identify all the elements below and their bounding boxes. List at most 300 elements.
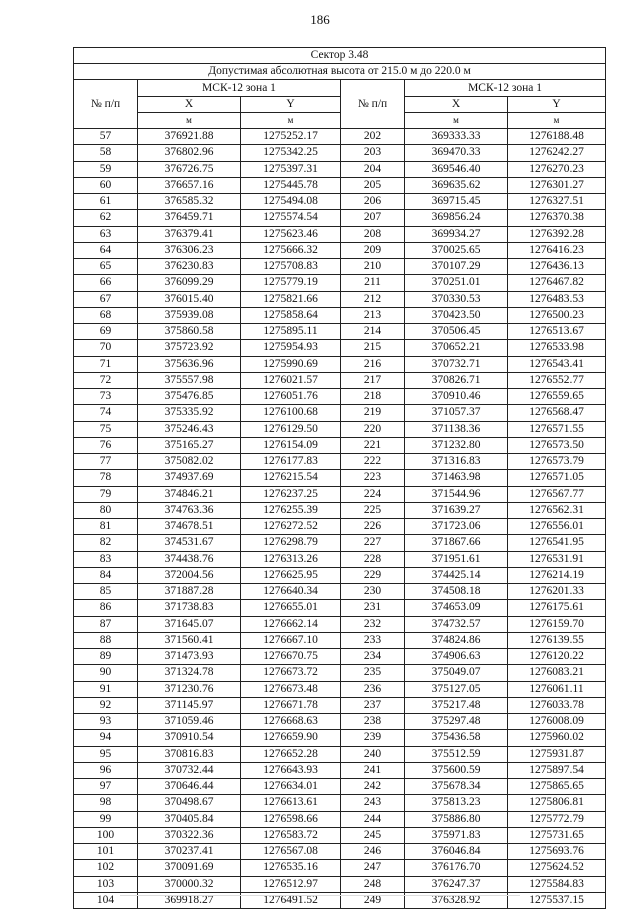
y-value-left: 1276255.39 <box>241 502 341 518</box>
point-number-right: 242 <box>341 779 405 795</box>
point-number-right: 248 <box>341 876 405 892</box>
y-value-left: 1276051.76 <box>241 389 341 405</box>
table-row <box>74 697 606 713</box>
table-row <box>74 535 606 551</box>
point-number-right: 203 <box>341 145 405 161</box>
table-row <box>74 259 606 275</box>
x-value-right: 375886.80 <box>405 811 508 827</box>
x-value-right: 375436.58 <box>405 730 508 746</box>
point-number-left: 85 <box>74 584 138 600</box>
table-row <box>74 291 606 307</box>
x-value-left: 376585.32 <box>138 194 241 210</box>
point-number-right: 236 <box>341 681 405 697</box>
x-value-left: 371560.41 <box>138 632 241 648</box>
y-value-left: 1275623.46 <box>241 226 341 242</box>
y-value-right: 1276571.55 <box>508 421 606 437</box>
y-value-right: 1275731.65 <box>508 827 606 843</box>
x-value-left: 375939.08 <box>138 307 241 323</box>
table-row <box>74 340 606 356</box>
x-value-left: 375860.58 <box>138 324 241 340</box>
table-row <box>74 470 606 486</box>
x-value-right: 371316.83 <box>405 454 508 470</box>
point-number-right: 222 <box>341 454 405 470</box>
point-number-right: 230 <box>341 584 405 600</box>
num-header-left: № п/п <box>74 80 138 129</box>
point-number-right: 240 <box>341 746 405 762</box>
x-value-right: 375512.59 <box>405 746 508 762</box>
x-value-right: 374653.09 <box>405 600 508 616</box>
x-value-left: 374846.21 <box>138 486 241 502</box>
y-value-left: 1276643.93 <box>241 762 341 778</box>
point-number-left: 68 <box>74 307 138 323</box>
x-value-left: 376921.88 <box>138 129 241 145</box>
y-value-left: 1276129.50 <box>241 421 341 437</box>
x-value-right: 374824.86 <box>405 632 508 648</box>
y-value-left: 1275990.69 <box>241 356 341 372</box>
x-value-right: 371544.96 <box>405 486 508 502</box>
x-value-left: 375335.92 <box>138 405 241 421</box>
x-value-left: 376099.29 <box>138 275 241 291</box>
x-value-right: 375127.05 <box>405 681 508 697</box>
point-number-left: 61 <box>74 194 138 210</box>
x-value-left: 371145.97 <box>138 697 241 713</box>
y-value-left: 1276634.01 <box>241 779 341 795</box>
point-number-right: 204 <box>341 161 405 177</box>
y-value-left: 1275666.32 <box>241 242 341 258</box>
x-value-right: 371057.37 <box>405 405 508 421</box>
table-row <box>74 746 606 762</box>
x-value-right: 370423.50 <box>405 307 508 323</box>
point-number-left: 66 <box>74 275 138 291</box>
y-value-left: 1276671.78 <box>241 697 341 713</box>
page-number: 186 <box>310 12 330 27</box>
y-value-left: 1276668.63 <box>241 714 341 730</box>
y-value-left: 1275954.93 <box>241 340 341 356</box>
point-number-left: 65 <box>74 259 138 275</box>
y-value-left: 1275494.08 <box>241 194 341 210</box>
x-value-right: 375813.23 <box>405 795 508 811</box>
point-number-right: 241 <box>341 762 405 778</box>
x-value-right: 375217.48 <box>405 697 508 713</box>
table-row <box>74 584 606 600</box>
x-value-left: 369918.27 <box>138 892 241 908</box>
bottom-rule <box>120 895 520 896</box>
y-value-left: 1276652.28 <box>241 746 341 762</box>
unit-y-left: м <box>241 113 341 129</box>
y-value-right: 1276568.47 <box>508 405 606 421</box>
point-number-right: 227 <box>341 535 405 551</box>
point-number-left: 82 <box>74 535 138 551</box>
point-number-left: 97 <box>74 779 138 795</box>
y-value-right: 1276327.51 <box>508 194 606 210</box>
x-value-right: 369715.45 <box>405 194 508 210</box>
x-value-left: 371230.76 <box>138 681 241 697</box>
x-value-left: 370732.44 <box>138 762 241 778</box>
y-value-right: 1276573.79 <box>508 454 606 470</box>
table-row <box>74 681 606 697</box>
point-number-right: 221 <box>341 437 405 453</box>
num-header-right: № п/п <box>341 80 405 129</box>
point-number-right: 245 <box>341 827 405 843</box>
x-value-left: 374763.36 <box>138 502 241 518</box>
x-value-left: 371324.78 <box>138 665 241 681</box>
point-number-right: 213 <box>341 307 405 323</box>
y-value-right: 1275865.65 <box>508 779 606 795</box>
table-row <box>74 275 606 291</box>
point-number-left: 91 <box>74 681 138 697</box>
y-value-right: 1275931.87 <box>508 746 606 762</box>
y-value-left: 1276662.14 <box>241 616 341 632</box>
x-value-left: 371059.46 <box>138 714 241 730</box>
x-value-right: 374732.57 <box>405 616 508 632</box>
point-number-right: 237 <box>341 697 405 713</box>
point-number-right: 247 <box>341 860 405 876</box>
x-value-right: 370330.53 <box>405 291 508 307</box>
x-value-left: 370405.84 <box>138 811 241 827</box>
y-value-right: 1275693.76 <box>508 844 606 860</box>
point-number-right: 209 <box>341 242 405 258</box>
zone-header-left: МСК-12 зона 1 <box>138 80 341 97</box>
x-value-left: 370091.69 <box>138 860 241 876</box>
x-value-right: 376328.92 <box>405 892 508 908</box>
point-number-right: 232 <box>341 616 405 632</box>
table-row <box>74 129 606 145</box>
y-value-left: 1276215.54 <box>241 470 341 486</box>
y-value-left: 1276667.10 <box>241 632 341 648</box>
x-value-left: 372004.56 <box>138 567 241 583</box>
x-value-left: 370498.67 <box>138 795 241 811</box>
point-number-left: 89 <box>74 649 138 665</box>
x-value-right: 369333.33 <box>405 129 508 145</box>
table-row <box>74 551 606 567</box>
point-number-right: 216 <box>341 356 405 372</box>
point-number-right: 220 <box>341 421 405 437</box>
y-value-right: 1275806.81 <box>508 795 606 811</box>
point-number-left: 67 <box>74 291 138 307</box>
table-row <box>74 307 606 323</box>
y-value-right: 1276533.98 <box>508 340 606 356</box>
x-value-left: 374937.69 <box>138 470 241 486</box>
point-number-left: 59 <box>74 161 138 177</box>
y-value-right: 1276567.77 <box>508 486 606 502</box>
unit-x-right: м <box>405 113 508 129</box>
x-value-right: 374508.18 <box>405 584 508 600</box>
point-number-right: 231 <box>341 600 405 616</box>
point-number-left: 75 <box>74 421 138 437</box>
point-number-right: 229 <box>341 567 405 583</box>
y-value-right: 1276541.95 <box>508 535 606 551</box>
x-value-left: 370000.32 <box>138 876 241 892</box>
table-row <box>74 486 606 502</box>
x-value-left: 376379.41 <box>138 226 241 242</box>
point-number-left: 92 <box>74 697 138 713</box>
table-row <box>74 405 606 421</box>
x-value-right: 371463.98 <box>405 470 508 486</box>
y-value-left: 1276512.97 <box>241 876 341 892</box>
x-value-right: 376247.37 <box>405 876 508 892</box>
x-value-right: 370025.65 <box>405 242 508 258</box>
x-value-right: 370251.01 <box>405 275 508 291</box>
y-value-right: 1275584.83 <box>508 876 606 892</box>
x-value-right: 370910.46 <box>405 389 508 405</box>
y-value-right: 1276531.91 <box>508 551 606 567</box>
y-value-right: 1276436.13 <box>508 259 606 275</box>
table-row <box>74 372 606 388</box>
point-number-right: 234 <box>341 649 405 665</box>
y-value-right: 1276392.28 <box>508 226 606 242</box>
y-value-right: 1276159.70 <box>508 616 606 632</box>
table-row <box>74 827 606 843</box>
x-value-left: 375636.96 <box>138 356 241 372</box>
x-value-right: 370826.71 <box>405 372 508 388</box>
y-value-right: 1276188.48 <box>508 129 606 145</box>
point-number-right: 225 <box>341 502 405 518</box>
point-number-right: 205 <box>341 177 405 193</box>
point-number-left: 103 <box>74 876 138 892</box>
point-number-left: 100 <box>74 827 138 843</box>
point-number-left: 60 <box>74 177 138 193</box>
point-number-left: 83 <box>74 551 138 567</box>
point-number-right: 243 <box>341 795 405 811</box>
x-value-right: 371723.06 <box>405 519 508 535</box>
x-value-right: 376046.84 <box>405 844 508 860</box>
x-value-left: 376230.83 <box>138 259 241 275</box>
x-value-right: 371951.61 <box>405 551 508 567</box>
y-value-right: 1276214.19 <box>508 567 606 583</box>
y-value-right: 1276543.41 <box>508 356 606 372</box>
y-value-left: 1275445.78 <box>241 177 341 193</box>
point-number-left: 63 <box>74 226 138 242</box>
x-value-left: 375165.27 <box>138 437 241 453</box>
x-value-left: 375723.92 <box>138 340 241 356</box>
y-value-right: 1276120.22 <box>508 649 606 665</box>
point-number-right: 217 <box>341 372 405 388</box>
y-value-right: 1276139.55 <box>508 632 606 648</box>
table-row <box>74 389 606 405</box>
x-value-left: 375476.85 <box>138 389 241 405</box>
y-value-left: 1276491.52 <box>241 892 341 908</box>
x-value-left: 371645.07 <box>138 616 241 632</box>
table-row <box>74 632 606 648</box>
y-value-left: 1275708.83 <box>241 259 341 275</box>
point-number-left: 80 <box>74 502 138 518</box>
x-value-right: 371138.36 <box>405 421 508 437</box>
y-value-right: 1276301.27 <box>508 177 606 193</box>
y-value-right: 1276573.50 <box>508 437 606 453</box>
x-value-right: 375678.34 <box>405 779 508 795</box>
y-value-right: 1276571.05 <box>508 470 606 486</box>
y-value-right: 1276008.09 <box>508 714 606 730</box>
y-value-right: 1276483.53 <box>508 291 606 307</box>
point-number-right: 202 <box>341 129 405 145</box>
y-value-right: 1276175.61 <box>508 600 606 616</box>
point-number-left: 86 <box>74 600 138 616</box>
x-value-right: 369934.27 <box>405 226 508 242</box>
x-value-left: 376802.96 <box>138 145 241 161</box>
x-value-left: 370816.83 <box>138 746 241 762</box>
table-row <box>74 567 606 583</box>
y-value-right: 1276562.31 <box>508 502 606 518</box>
table-row <box>74 876 606 892</box>
table-row <box>74 665 606 681</box>
y-value-right: 1276061.11 <box>508 681 606 697</box>
unit-x-left: м <box>138 113 241 129</box>
point-number-left: 79 <box>74 486 138 502</box>
point-number-left: 81 <box>74 519 138 535</box>
sector-title: Сектор 3.48 <box>74 48 606 64</box>
table-row <box>74 730 606 746</box>
table-row <box>74 649 606 665</box>
x-value-left: 375557.98 <box>138 372 241 388</box>
x-value-right: 375971.83 <box>405 827 508 843</box>
y-value-right: 1275772.79 <box>508 811 606 827</box>
x-value-left: 370646.44 <box>138 779 241 795</box>
x-value-right: 369470.33 <box>405 145 508 161</box>
x-value-right: 375600.59 <box>405 762 508 778</box>
y-value-right: 1275537.15 <box>508 892 606 908</box>
y-value-right: 1276201.33 <box>508 584 606 600</box>
table-row <box>74 226 606 242</box>
y-value-right: 1276467.82 <box>508 275 606 291</box>
table-row <box>74 860 606 876</box>
table-row <box>74 795 606 811</box>
x-value-left: 370322.36 <box>138 827 241 843</box>
y-value-right: 1276033.78 <box>508 697 606 713</box>
table-row <box>74 421 606 437</box>
y-value-right: 1276242.27 <box>508 145 606 161</box>
y-value-left: 1275821.66 <box>241 291 341 307</box>
point-number-right: 249 <box>341 892 405 908</box>
x-value-left: 374678.51 <box>138 519 241 535</box>
table-row <box>74 145 606 161</box>
x-value-left: 376306.23 <box>138 242 241 258</box>
x-header-left: X <box>138 97 241 113</box>
y-value-left: 1276177.83 <box>241 454 341 470</box>
unit-y-right: м <box>508 113 606 129</box>
x-value-right: 369635.62 <box>405 177 508 193</box>
y-value-left: 1276583.72 <box>241 827 341 843</box>
x-value-right: 375297.48 <box>405 714 508 730</box>
point-number-right: 218 <box>341 389 405 405</box>
point-number-right: 228 <box>341 551 405 567</box>
x-value-right: 370652.21 <box>405 340 508 356</box>
point-number-right: 212 <box>341 291 405 307</box>
point-number-left: 73 <box>74 389 138 405</box>
y-value-left: 1276673.48 <box>241 681 341 697</box>
point-number-right: 235 <box>341 665 405 681</box>
point-number-left: 95 <box>74 746 138 762</box>
point-number-left: 69 <box>74 324 138 340</box>
point-number-right: 223 <box>341 470 405 486</box>
table-row <box>74 762 606 778</box>
y-value-left: 1276613.61 <box>241 795 341 811</box>
point-number-left: 93 <box>74 714 138 730</box>
point-number-right: 219 <box>341 405 405 421</box>
y-value-right: 1276370.38 <box>508 210 606 226</box>
table-row <box>74 242 606 258</box>
y-value-left: 1275858.64 <box>241 307 341 323</box>
point-number-right: 238 <box>341 714 405 730</box>
table-row <box>74 779 606 795</box>
point-number-left: 84 <box>74 567 138 583</box>
table-row <box>74 454 606 470</box>
point-number-right: 215 <box>341 340 405 356</box>
point-number-right: 207 <box>341 210 405 226</box>
x-value-left: 375246.43 <box>138 421 241 437</box>
y-value-left: 1276673.72 <box>241 665 341 681</box>
point-number-left: 71 <box>74 356 138 372</box>
x-value-left: 374531.67 <box>138 535 241 551</box>
y-value-left: 1276272.52 <box>241 519 341 535</box>
height-range-title: Допустимая абсолютная высота от 215.0 м до 220.0 м <box>74 64 606 80</box>
point-number-right: 244 <box>341 811 405 827</box>
y-value-left: 1275397.31 <box>241 161 341 177</box>
table-row <box>74 194 606 210</box>
point-number-left: 76 <box>74 437 138 453</box>
y-value-right: 1276556.01 <box>508 519 606 535</box>
y-value-left: 1276313.26 <box>241 551 341 567</box>
point-number-left: 96 <box>74 762 138 778</box>
y-value-left: 1276298.79 <box>241 535 341 551</box>
point-number-right: 233 <box>341 632 405 648</box>
table-row <box>74 324 606 340</box>
y-value-right: 1275960.02 <box>508 730 606 746</box>
x-value-left: 374438.76 <box>138 551 241 567</box>
point-number-left: 74 <box>74 405 138 421</box>
table-row <box>74 437 606 453</box>
y-value-left: 1276625.95 <box>241 567 341 583</box>
point-number-left: 104 <box>74 892 138 908</box>
table-row <box>74 811 606 827</box>
point-number-left: 57 <box>74 129 138 145</box>
point-number-left: 99 <box>74 811 138 827</box>
point-number-left: 90 <box>74 665 138 681</box>
y-value-left: 1275342.25 <box>241 145 341 161</box>
table-row <box>74 356 606 372</box>
x-value-left: 376459.71 <box>138 210 241 226</box>
table-row <box>74 502 606 518</box>
y-value-left: 1276021.57 <box>241 372 341 388</box>
x-value-left: 371473.93 <box>138 649 241 665</box>
y-value-right: 1276552.77 <box>508 372 606 388</box>
point-number-left: 58 <box>74 145 138 161</box>
y-value-right: 1276513.67 <box>508 324 606 340</box>
point-number-left: 94 <box>74 730 138 746</box>
point-number-right: 239 <box>341 730 405 746</box>
point-number-left: 87 <box>74 616 138 632</box>
point-number-right: 226 <box>341 519 405 535</box>
point-number-right: 206 <box>341 194 405 210</box>
y-value-left: 1276655.01 <box>241 600 341 616</box>
point-number-right: 210 <box>341 259 405 275</box>
table-row <box>74 616 606 632</box>
x-value-left: 371738.83 <box>138 600 241 616</box>
point-number-right: 246 <box>341 844 405 860</box>
x-value-right: 370107.29 <box>405 259 508 275</box>
point-number-left: 98 <box>74 795 138 811</box>
x-value-right: 376176.70 <box>405 860 508 876</box>
point-number-left: 77 <box>74 454 138 470</box>
y-value-right: 1276083.21 <box>508 665 606 681</box>
x-header-right: X <box>405 97 508 113</box>
point-number-left: 101 <box>74 844 138 860</box>
x-value-right: 369856.24 <box>405 210 508 226</box>
y-header-right: Y <box>508 97 606 113</box>
y-value-right: 1275897.54 <box>508 762 606 778</box>
table-row <box>74 519 606 535</box>
table-body <box>74 129 606 909</box>
y-value-right: 1276270.23 <box>508 161 606 177</box>
